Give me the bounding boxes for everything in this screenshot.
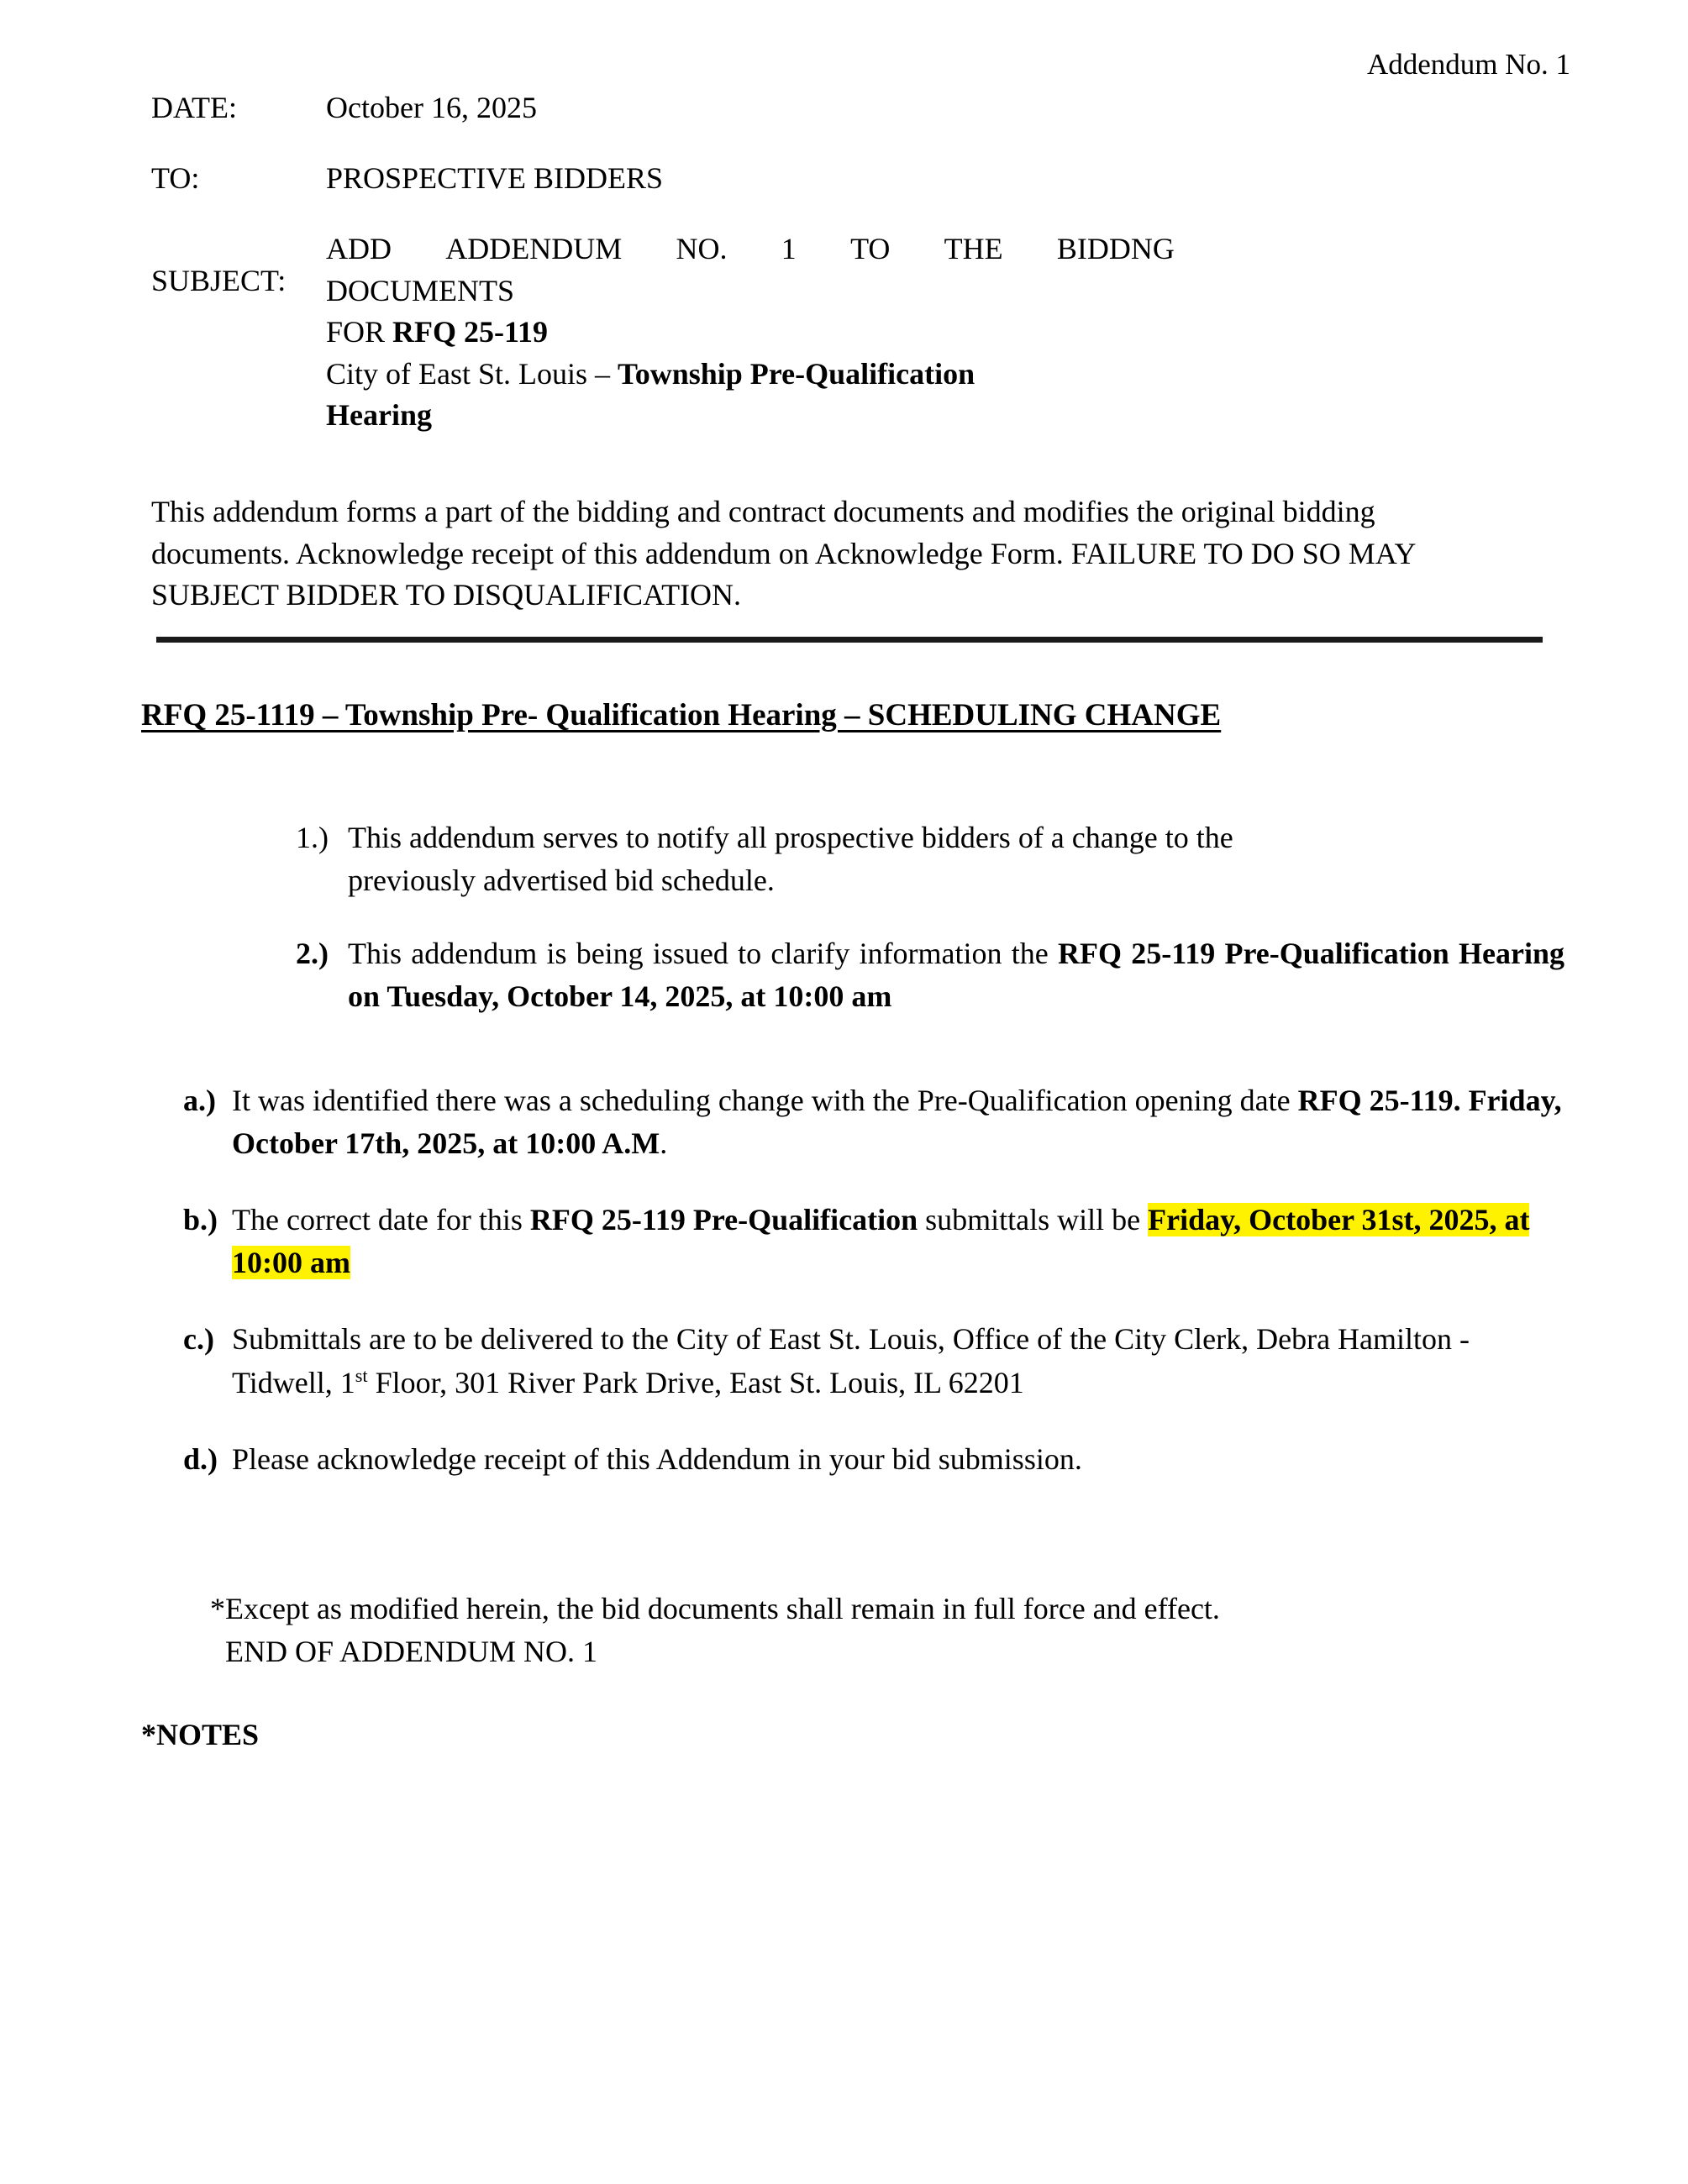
numbered-list (296, 816, 1564, 1048)
alpha-item-a-marker: a.) (183, 1084, 216, 1117)
addendum-number-header: Addendum No. 1 (1366, 48, 1570, 81)
intro-line-2: documents. Acknowledge receipt of this addendum on Acknowledge Form. FAILURE TO DO SO MAY (151, 536, 1417, 570)
alpha-item-d-body: Please acknowledge receipt of this Addendum in your bid submission. (232, 1441, 1082, 1476)
subject-line-1 (326, 229, 1175, 270)
subject-city-plain: City of East St. Louis – (326, 356, 618, 391)
subject-word-biddng: BIDDNG (1056, 232, 1175, 266)
alpha-item-b-plain-1: The correct date for this (232, 1203, 530, 1237)
numbered-item-2-plain: This addendum is being issued to clarify information the (348, 937, 1058, 971)
alpha-item-a-body (232, 1079, 1565, 1165)
numbered-item-2-body (348, 932, 1564, 1018)
closing-line-1: *Except as modified herein, the bid documents shall remain in full force and effect. (210, 1592, 1220, 1625)
subject-value-block (326, 229, 1175, 436)
numbered-item-2-marker: 2.) (296, 937, 329, 971)
closing-block (210, 1588, 1563, 1673)
subject-word-no: NO. (676, 232, 728, 266)
subject-for-prefix: FOR (326, 315, 393, 349)
alpha-item-a-plain-1: It was identified there was a scheduling change with the Pre-Qualification opening date (232, 1084, 1298, 1117)
date-label: DATE: (151, 91, 237, 124)
date-value: October 16, 2025 (326, 91, 537, 124)
numbered-item-1-line-2: previously advertised bid schedule. (348, 864, 775, 898)
alpha-item-b-marker: b.) (183, 1203, 218, 1237)
to-value: PROSPECTIVE BIDDERS (326, 161, 664, 196)
subject-word-add: ADD (326, 232, 392, 266)
alpha-item-c-plain-1: Submittals are to be delivered to the City of East St. Louis, Office of the City Clerk, Debra Hamilton -Tidwell, 1 (232, 1322, 1470, 1399)
numbered-item-1 (296, 816, 1564, 902)
horizontal-rule-divider (156, 637, 1543, 643)
meta-row-to (151, 159, 1571, 197)
subject-word-addendum: ADDENDUM (445, 232, 623, 266)
subject-word-one: 1 (781, 232, 797, 266)
intro-line-3: SUBJECT BIDDER TO DISQUALIFICATION. (151, 578, 742, 612)
to-label: TO: (151, 161, 200, 196)
alpha-item-a-plain-2: . (660, 1126, 668, 1161)
alpha-item-b (183, 1199, 1565, 1284)
document-meta-block (151, 88, 1571, 436)
numbered-item-1-line-1: This addendum serves to notify all prospective bidders of a change to the (348, 821, 1233, 854)
alpha-item-b-bold-1: RFQ 25-119 Pre-Qualification (529, 1203, 918, 1237)
notes-label: *NOTES (141, 1718, 260, 1751)
alpha-item-c-plain-2: Floor, 301 River Park Drive, East St. Louis, IL 62201 (367, 1365, 1024, 1399)
alpha-item-b-highlighted-date: Friday, October 31st, 2025, at 10:00 am (232, 1203, 1530, 1280)
numbered-item-2 (296, 932, 1564, 1018)
numbered-item-2-bold: RFQ 25-119 Pre-Qualification Hearing on Tuesday, October 14, 2025, at 10:00 am (348, 937, 1564, 1014)
alpha-item-c-marker: c.) (183, 1322, 214, 1357)
alpha-item-c-ordinal-suffix: st (355, 1364, 368, 1386)
numbered-item-1-marker: 1.) (296, 821, 329, 854)
intro-paragraph (151, 491, 1563, 617)
subject-rfq-number: RFQ 25-119 (392, 315, 549, 349)
subject-line-2: DOCUMENTS (326, 273, 515, 307)
subject-hearing-bold: Hearing (326, 398, 432, 433)
alpha-item-b-body (232, 1199, 1565, 1284)
alpha-item-b-plain-2: submittals will be (918, 1203, 1149, 1237)
alpha-item-a-bold-1: RFQ 25-119. Friday, October 17th, 2025, at 10:00 A.M (232, 1084, 1562, 1161)
meta-row-subject (151, 229, 1571, 436)
alpha-list (183, 1079, 1565, 1515)
alpha-item-d-marker: d.) (183, 1441, 218, 1476)
numbered-item-1-body (348, 816, 1564, 902)
alpha-item-c (183, 1318, 1565, 1404)
meta-row-date (151, 88, 1571, 127)
alpha-item-d (183, 1438, 1565, 1481)
intro-line-1: This addendum forms a part of the bidding and contract documents and modifies the original bidding (151, 495, 1375, 528)
subject-township-bold: Township Pre-Qualification (618, 356, 975, 391)
closing-line-2: END OF ADDENDUM NO. 1 (225, 1635, 598, 1669)
section-heading: RFQ 25-1119 – Township Pre- Qualification Hearing – SCHEDULING CHANGE (141, 698, 1222, 732)
subject-word-to: TO (850, 232, 891, 266)
alpha-item-c-body (232, 1318, 1565, 1404)
subject-line-5 (326, 396, 1175, 436)
subject-label: SUBJECT: (151, 264, 287, 298)
subject-line-4 (326, 354, 1175, 395)
subject-line-3 (326, 312, 1175, 353)
subject-word-the: THE (944, 232, 1003, 266)
alpha-item-a (183, 1079, 1565, 1165)
